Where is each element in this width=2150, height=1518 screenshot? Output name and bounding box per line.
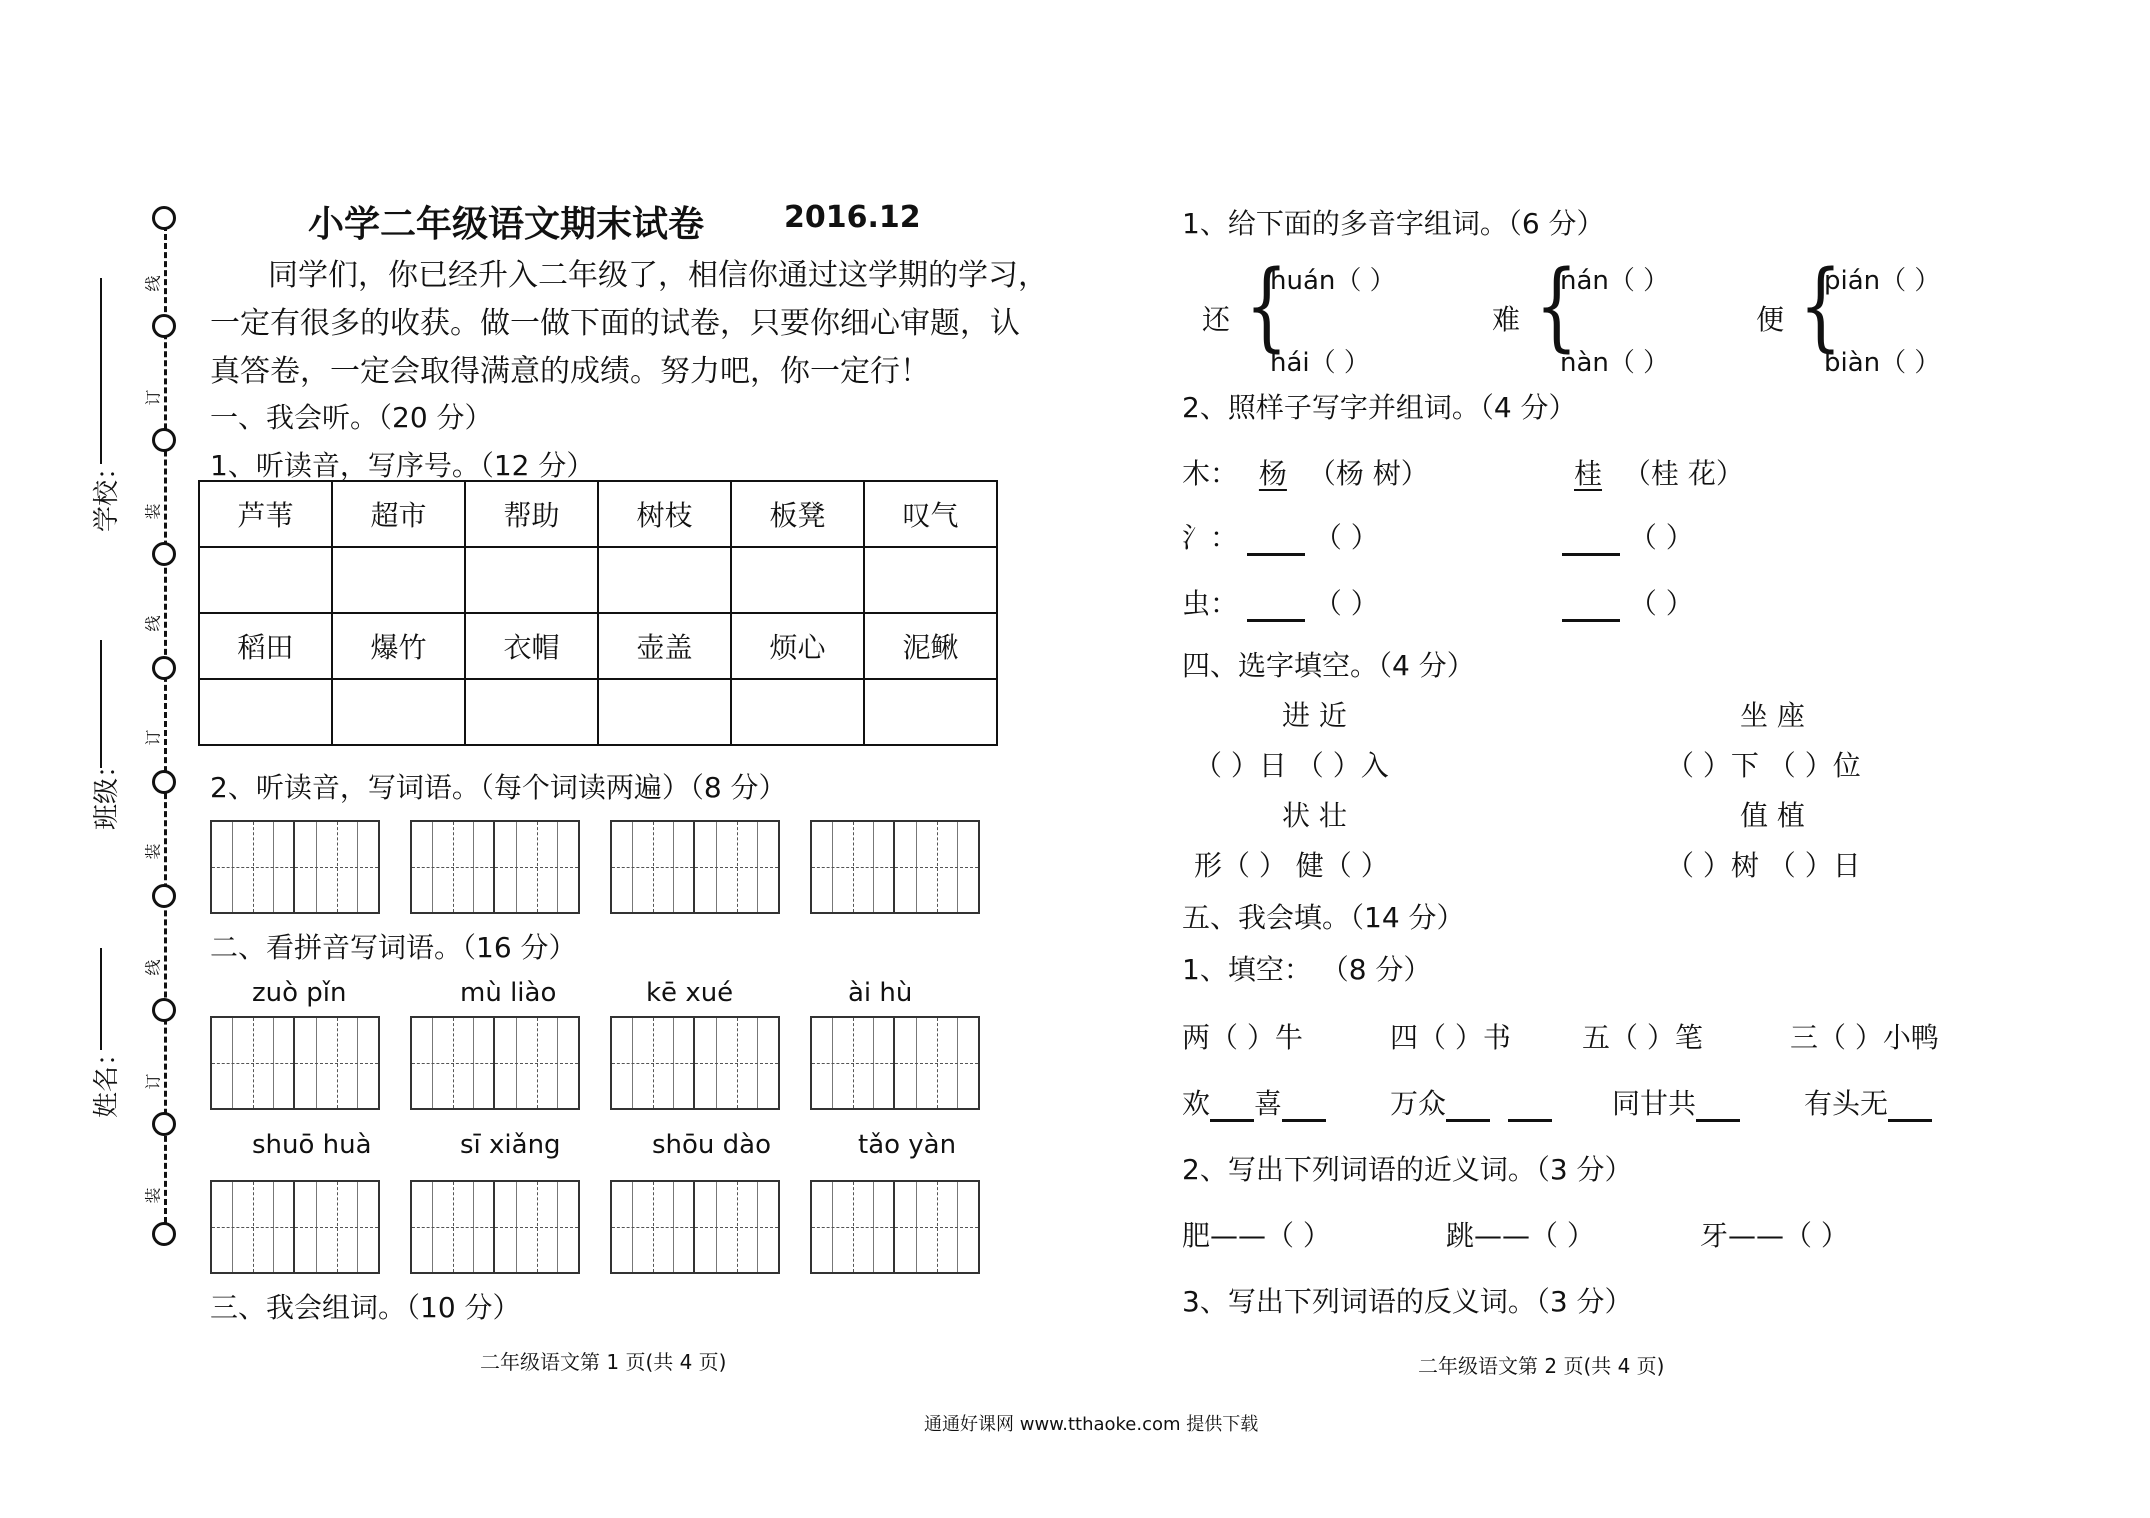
table-cell: 超市 xyxy=(332,481,465,547)
example-word: （杨 树） xyxy=(1307,457,1429,490)
binding-mark: 订 xyxy=(143,1073,163,1090)
synonym-fill[interactable]: 肥——（ ） xyxy=(1182,1219,1331,1252)
pinyin-label: shōu dào xyxy=(652,1130,772,1160)
section1-q2: 2、听读音，写词语。（每个词读两遍）（8 分） xyxy=(210,771,787,804)
char-pair: 进 近 xyxy=(1282,699,1347,732)
fill-line[interactable]: 形（ ） 健（ ） xyxy=(1194,849,1389,882)
intro-line: 真答卷，一定会取得满意的成绩。努力吧，你一定行！ xyxy=(210,354,930,389)
table-cell: 泥鳅 xyxy=(864,613,997,679)
binding-mark: 装 xyxy=(143,843,163,860)
synonym-fill[interactable]: 牙——（ ） xyxy=(1700,1219,1849,1252)
page-title: 小学二年级语文期末试卷 xyxy=(308,204,705,245)
section5-q3: 3、写出下列词语的反义词。（3 分） xyxy=(1182,1285,1633,1318)
pinyin-label: mù liào xyxy=(460,978,557,1008)
writing-grid[interactable] xyxy=(610,820,780,914)
binding-mark: 线 xyxy=(143,959,163,976)
table-cell: 帮助 xyxy=(465,481,598,547)
writing-grid[interactable] xyxy=(610,1180,780,1274)
school-label: 学校： xyxy=(92,453,122,532)
answer-blank[interactable] xyxy=(1247,593,1305,622)
writing-grid[interactable] xyxy=(810,1180,980,1274)
binding-ring xyxy=(152,884,176,908)
answer-blank[interactable] xyxy=(1446,1093,1490,1122)
writing-grid[interactable] xyxy=(810,1016,980,1110)
table-cell: 爆竹 xyxy=(332,613,465,679)
school-write-line xyxy=(100,278,102,464)
pinyin-label: sī xiǎng xyxy=(460,1130,561,1160)
example-word: （桂 花） xyxy=(1622,457,1744,490)
answer-blank[interactable] xyxy=(1562,593,1620,622)
binding-ring xyxy=(152,1222,176,1246)
binding-dashed-line xyxy=(164,216,167,1232)
binding-ring xyxy=(152,428,176,452)
example-char: 桂 xyxy=(1574,457,1603,490)
class-label: 班级： xyxy=(92,751,122,830)
binding-ring xyxy=(152,542,176,566)
polyphone-reading: hái（ ） xyxy=(1270,348,1370,378)
binding-mark: 订 xyxy=(143,729,163,746)
listening-table xyxy=(198,480,998,746)
section1-q1: 1、听读音，写序号。（12 分） xyxy=(210,449,595,482)
writing-grid[interactable] xyxy=(810,820,980,914)
idiom-char: 欢 xyxy=(1182,1087,1211,1120)
paren-blank[interactable]: （ ） xyxy=(1628,521,1694,554)
char-pair: 状 壮 xyxy=(1282,799,1347,832)
binding-ring xyxy=(152,1112,176,1136)
footer-right: 二年级语文第 2 页(共 4 页) xyxy=(1418,1354,1665,1378)
measure-word-fill[interactable]: 五（ ）笔 xyxy=(1582,1021,1703,1054)
pinyin-label: tǎo yàn xyxy=(858,1130,957,1160)
polyphone-char: 还 xyxy=(1202,303,1231,336)
writing-grid[interactable] xyxy=(410,1180,580,1274)
name-label: 姓名： xyxy=(92,1039,122,1118)
measure-word-fill[interactable]: 两（ ）牛 xyxy=(1182,1021,1303,1054)
answer-cell[interactable] xyxy=(864,679,997,745)
radical-label: 氵： xyxy=(1182,521,1239,554)
polyphone-char: 便 xyxy=(1756,303,1785,336)
radical-row xyxy=(1562,516,1694,556)
binding-mark: 线 xyxy=(143,275,163,292)
table-cell: 叹气 xyxy=(864,481,997,547)
fill-line[interactable]: （ ）下 （ ）位 xyxy=(1666,749,1861,782)
right-q2: 2、照样子写字并组词。（4 分） xyxy=(1182,391,1577,424)
answer-blank[interactable] xyxy=(1696,1093,1740,1122)
answer-cell[interactable] xyxy=(598,679,731,745)
char-pair: 值 植 xyxy=(1740,799,1805,832)
answer-cell[interactable] xyxy=(731,547,864,613)
answer-blank[interactable] xyxy=(1888,1093,1932,1122)
fill-line[interactable]: （ ）日 （ ）入 xyxy=(1194,749,1389,782)
example-row xyxy=(1182,452,1429,492)
binding-ring xyxy=(152,314,176,338)
intro-line: 同学们，你已经升入二年级了，相信你通过这学期的学习， xyxy=(268,258,1048,293)
answer-blank[interactable] xyxy=(1247,527,1305,556)
radical-row xyxy=(1182,582,1379,622)
answer-cell[interactable] xyxy=(864,547,997,613)
binding-mark: 线 xyxy=(143,615,163,632)
binding-ring xyxy=(152,998,176,1022)
binding-mark: 装 xyxy=(143,1187,163,1204)
pinyin-label: ài hù xyxy=(848,978,913,1008)
table-cell: 稻田 xyxy=(199,613,332,679)
writing-grid[interactable] xyxy=(210,820,380,914)
writing-grid[interactable] xyxy=(610,1016,780,1110)
writing-grid[interactable] xyxy=(210,1180,380,1274)
exam-date: 2016.12 xyxy=(784,200,921,235)
radical-label: 虫： xyxy=(1182,587,1239,620)
answer-blank[interactable] xyxy=(1282,1093,1326,1122)
bottom-credit: 通通好课网 www.tthaoke.com 提供下载 xyxy=(924,1414,1259,1435)
section5-heading: 五、我会填。（14 分） xyxy=(1182,901,1465,934)
measure-word-fill[interactable]: 四（ ）书 xyxy=(1390,1021,1511,1054)
table-cell: 树枝 xyxy=(598,481,731,547)
binding-mark: 装 xyxy=(143,503,163,520)
answer-blank[interactable] xyxy=(1562,527,1620,556)
radical-label: 木： xyxy=(1182,457,1239,490)
measure-word-fill[interactable]: 三（ ）小鸭 xyxy=(1790,1021,1939,1054)
polyphone-reading: nàn（ ） xyxy=(1560,348,1670,378)
writing-grid[interactable] xyxy=(410,820,580,914)
binding-mark: 订 xyxy=(143,389,163,406)
idiom-char: 同甘共 xyxy=(1612,1087,1697,1120)
example-char: 杨 xyxy=(1258,457,1287,490)
radical-row xyxy=(1562,582,1694,622)
idiom-fill xyxy=(1182,1082,1326,1122)
idiom-char: 有头无 xyxy=(1804,1087,1889,1120)
pinyin-label: kē xué xyxy=(646,978,734,1008)
answer-cell[interactable] xyxy=(199,679,332,745)
example-row xyxy=(1562,452,1744,492)
binding-ring xyxy=(152,206,176,230)
brace-icon: { xyxy=(1535,250,1578,362)
table-cell: 芦苇 xyxy=(199,481,332,547)
polyphone-reading: biàn（ ） xyxy=(1824,348,1941,378)
section5-q2: 2、写出下列词语的近义词。（3 分） xyxy=(1182,1153,1633,1186)
section3-heading: 三、我会组词。（10 分） xyxy=(210,1291,521,1324)
radical-row xyxy=(1182,516,1379,556)
idiom-fill xyxy=(1612,1082,1740,1122)
paren-blank[interactable]: （ ） xyxy=(1628,587,1694,620)
synonym-fill[interactable]: 跳——（ ） xyxy=(1446,1219,1595,1252)
paren-blank[interactable]: （ ） xyxy=(1313,521,1379,554)
name-write-line xyxy=(100,948,102,1050)
section4-heading: 四、选字填空。（4 分） xyxy=(1182,649,1475,682)
answer-cell[interactable] xyxy=(598,547,731,613)
polyphone-reading: nán（ ） xyxy=(1560,266,1670,296)
answer-cell[interactable] xyxy=(199,547,332,613)
fill-line[interactable]: （ ）树 （ ）日 xyxy=(1666,849,1861,882)
writing-grid[interactable] xyxy=(410,1016,580,1110)
idiom-fill xyxy=(1390,1082,1552,1122)
binding-ring xyxy=(152,770,176,794)
brace-icon: { xyxy=(1799,250,1842,362)
section2-heading: 二、看拼音写词语。（16 分） xyxy=(210,931,577,964)
pinyin-label: shuō huà xyxy=(252,1130,372,1160)
idiom-char: 喜 xyxy=(1254,1087,1283,1120)
paren-blank[interactable]: （ ） xyxy=(1313,587,1379,620)
section5-q1: 1、填空： （8 分） xyxy=(1182,953,1432,986)
polyphone-reading: pián（ ） xyxy=(1824,266,1941,296)
brace-icon: { xyxy=(1245,250,1288,362)
class-write-line xyxy=(100,640,102,768)
intro-line: 一定有很多的收获。做一做下面的试卷，只要你细心审题，认 xyxy=(210,306,1020,341)
answer-cell[interactable] xyxy=(731,679,864,745)
writing-grid[interactable] xyxy=(210,1016,380,1110)
section1-heading: 一、我会听。（20 分） xyxy=(210,401,493,434)
answer-cell[interactable] xyxy=(465,547,598,613)
answer-cell[interactable] xyxy=(332,679,465,745)
footer-left: 二年级语文第 1 页(共 4 页) xyxy=(480,1350,727,1374)
answer-cell[interactable] xyxy=(332,547,465,613)
table-cell: 板凳 xyxy=(731,481,864,547)
table-cell: 壶盖 xyxy=(598,613,731,679)
binding-ring xyxy=(152,656,176,680)
right-q1: 1、给下面的多音字组词。（6 分） xyxy=(1182,207,1605,240)
char-pair: 坐 座 xyxy=(1740,699,1805,732)
answer-blank[interactable] xyxy=(1508,1093,1552,1122)
idiom-fill xyxy=(1804,1082,1932,1122)
answer-blank[interactable] xyxy=(1210,1093,1254,1122)
polyphone-reading: huán（ ） xyxy=(1270,266,1396,296)
answer-cell[interactable] xyxy=(465,679,598,745)
polyphone-char: 难 xyxy=(1492,303,1521,336)
table-cell: 烦心 xyxy=(731,613,864,679)
pinyin-label: zuò pǐn xyxy=(252,978,347,1008)
idiom-char: 万众 xyxy=(1390,1087,1447,1120)
table-cell: 衣帽 xyxy=(465,613,598,679)
